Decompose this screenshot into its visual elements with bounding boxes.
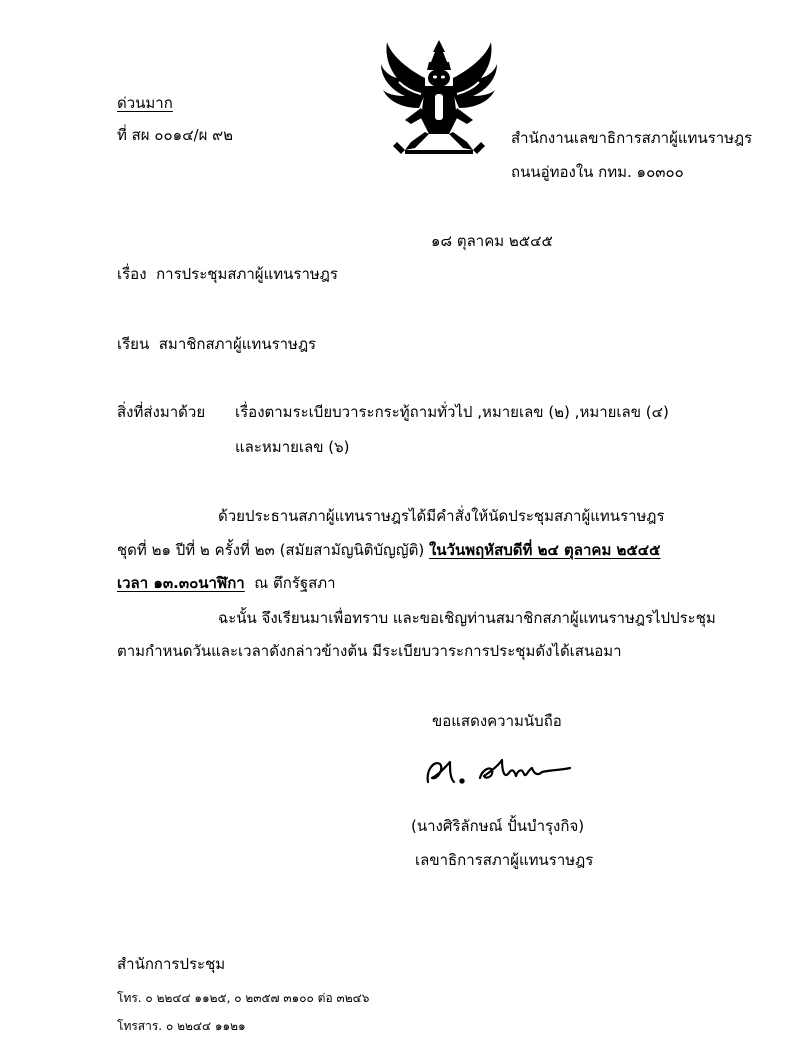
- garuda-emblem-icon: [375, 38, 503, 160]
- office-address: ถนนอู่ทองใน กทม. ๑๐๓๐๐: [511, 163, 684, 181]
- meeting-time: เวลา ๑๓.๓๐นาฬิกา: [117, 574, 245, 592]
- body-paragraph-1-line-2: [117, 543, 661, 558]
- office-name: สำนักงานเลขาธิการสภาผู้แทนราษฎร: [511, 129, 753, 147]
- subject-line: [117, 267, 338, 282]
- recipient-label: เรียน: [117, 335, 150, 353]
- body-paragraph-2-line-2: ตามกำหนดวันและเวลาดังกล่าวข้างต้น มีระเบียบวาระการประชุมดังได้เสนอมา: [117, 642, 622, 660]
- meeting-date: ในวันพฤหัสบดีที่ ๒๔ ตุลาคม ๒๕๔๕: [428, 541, 661, 559]
- enclosure-label: สิ่งที่ส่งมาด้วย: [117, 403, 206, 421]
- footer-department: สำนักการประชุม: [117, 955, 226, 973]
- enclosure-line-2: และหมายเลข (๖): [235, 438, 350, 456]
- signer-title: เลขาธิการสภาผู้แทนราษฎร: [415, 851, 594, 869]
- document-date: ๑๘ ตุลาคม ๒๕๔๕: [431, 232, 553, 250]
- handwritten-signature: [420, 748, 590, 794]
- footer-phone: โทร. ๐ ๒๒๔๔ ๑๑๒๕, ๐ ๒๓๕๗ ๓๑๐๐ ต่อ ๓๒๔๖: [117, 991, 370, 1005]
- subject-label: เรื่อง: [117, 265, 147, 283]
- recipient-value: สมาชิกสภาผู้แทนราษฎร: [158, 335, 317, 353]
- meeting-venue: ณ ตึกรัฐสภา: [254, 574, 336, 592]
- body-paragraph-1-line-3: [117, 576, 336, 591]
- body-paragraph-1-line-1: ด้วยประธานสภาผู้แทนราษฎรได้มีคำสั่งให้นัดประชุมสภาผู้แทนราษฎร: [218, 507, 665, 525]
- enclosure-line-1: เรื่องตามระเบียบวาระกระทู้ถามทั่วไป ,หมายเลข (๒) ,หมายเลข (๔): [235, 403, 669, 421]
- footer-fax: โทรสาร. ๐ ๒๒๔๔ ๑๑๒๑: [117, 1019, 246, 1033]
- recipient-line: [117, 337, 316, 352]
- closing-salutation: ขอแสดงความนับถือ: [432, 712, 562, 730]
- body-paragraph-2-line-1: ฉะนั้น จึงเรียนมาเพื่อทราบ และขอเชิญท่านสมาชิกสภาผู้แทนราษฎรไปประชุม: [218, 609, 716, 627]
- subject-value: การประชุมสภาผู้แทนราษฎร: [156, 265, 338, 283]
- meeting-session: ชุดที่ ๒๑ ปีที่ ๒ ครั้งที่ ๒๓ (สมัยสามัญนิติบัญญัติ): [117, 541, 425, 559]
- document-number: ที่ สผ ๐๐๑๔/ผ ๙๒: [117, 126, 234, 144]
- signer-name: (นางศิริลักษณ์ ปั้นบำรุงกิจ): [411, 817, 585, 835]
- urgency-label: ด่วนมาก: [117, 94, 173, 112]
